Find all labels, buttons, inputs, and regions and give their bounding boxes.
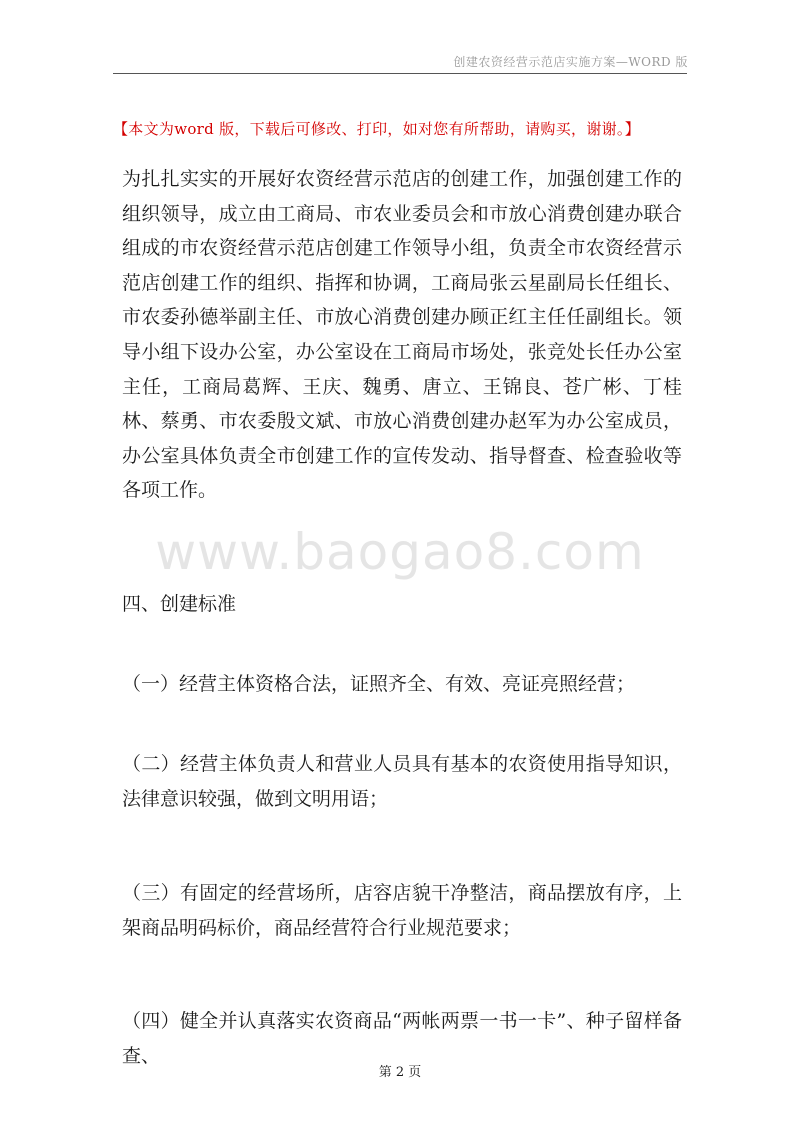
body-paragraph: 为扎扎实实的开展好农资经营示范店的创建工作，加强创建工作的组织领导，成立由工商局、市农业委员会和市放心消费创建办联合组成的市农资经营示范店创建工作领导小组，负责全市农资经营示范店创建工作的组织、指挥和协调，工商局张云星副局长任组长、市农委孙德举副主任、市放心消费创建办顾正红主任任副组长。领导小组下设办公室，办公室设在工商局市场处，张竞处长任办公室主任，工商局葛辉、王庆、魏勇、唐立、王锦良、苍广彬、丁桂林、蔡勇、市农委殷文斌、市放心消费创建办赵军为办公室成员，办公室具体负责全市创建工作的宣传发动、指导督查、检查验收等各项工作。 (122, 168, 682, 502)
standard-item-4: （四）健全并认真落实农资商品“两帐两票一书一卡”、种子留样备查、 (122, 1010, 682, 1067)
standard-item-1: （一）经营主体资格合法，证照齐全、有效、亮证亮照经营； (122, 673, 636, 695)
download-notice: 【本文为word 版，下载后可修改、打印，如对您有所帮助，请购买，谢谢。】 (113, 120, 641, 138)
standard-item-3: （三）有固定的经营场所，店容店貌干净整洁，商品摆放有序，上架商品明码标价，商品经营符合行业规范要求； (122, 882, 682, 939)
section-heading: 四、创建标准 (122, 593, 237, 615)
page-number: 第 2 页 (378, 1065, 422, 1080)
watermark: www.baogao8.com (155, 523, 645, 581)
standard-item-2: （二）经营主体负责人和营业人员具有基本的农资使用指导知识，法律意识较强，做到文明用语； (122, 753, 682, 810)
header-divider (113, 73, 687, 74)
page-header-title: 创建农资经营示范店实施方案—WORD 版 (453, 55, 688, 69)
